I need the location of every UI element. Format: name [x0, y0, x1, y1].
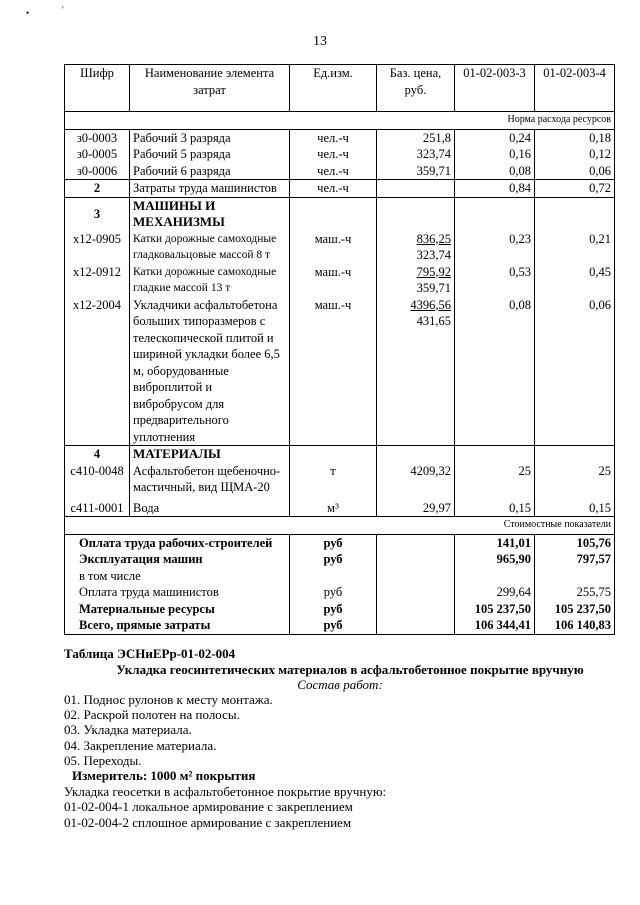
row-name-line: шириной укладки более 6,5	[133, 347, 280, 361]
group-title-line: МАШИНЫ И	[133, 197, 216, 213]
row-name: Рабочий 3 разряда	[130, 129, 290, 146]
machinists-value-col4: 0,72	[535, 180, 615, 198]
row-value-col3: 25	[455, 463, 535, 496]
summary-row	[65, 568, 615, 585]
row-unit: чел.-ч	[290, 163, 377, 180]
row-unit: чел.-ч	[290, 129, 377, 146]
table-header-row	[65, 65, 615, 112]
summary-row	[65, 534, 615, 551]
meter-unit: Измеритель: 1000 м² покрытия	[72, 768, 256, 783]
row-value-col4: 0,45	[535, 264, 615, 297]
machinists-name: Затраты труда машинистов	[130, 180, 290, 198]
row-value-col4: 0,06	[535, 297, 615, 446]
row-price-labor: 359,71	[416, 281, 451, 295]
table-row	[65, 129, 615, 146]
row-code: с410-0048	[65, 463, 130, 496]
summary-unit: руб	[290, 534, 377, 551]
work-steps-list	[64, 692, 273, 768]
row-value-col4: 0,06	[535, 163, 615, 180]
summary-name: Оплата труда рабочих-строителей	[65, 534, 290, 551]
row-name-line: вибробрусом для	[133, 396, 225, 411]
summary-value-col4: 797,57	[535, 551, 615, 568]
row-name-line: Асфальтобетон щебеночно-	[133, 463, 281, 478]
row-unit: чел.-ч	[290, 146, 377, 163]
row-name-line: виброплитой и	[133, 380, 213, 394]
summary-value-col4: 105 237,50	[535, 601, 615, 618]
variant-line: 01-02-004-2 сплошное армирование с закреплением	[64, 814, 352, 830]
row-unit: маш.-ч	[290, 264, 377, 297]
work-step: 01. Поднос рулонов к месту монтажа.	[64, 692, 273, 707]
table-row	[65, 463, 615, 496]
row-name-line: м, оборудованные	[133, 363, 229, 378]
summary-name: Материальные ресурсы	[65, 601, 290, 618]
row-name	[130, 231, 290, 264]
summary-unit: руб	[290, 601, 377, 618]
row-name-line: Катки дорожные самоходные	[133, 232, 277, 245]
machinists-value-col3: 0,84	[455, 180, 535, 198]
header-col4: 01-02-003-4	[535, 65, 615, 112]
row-value-col3: 0,08	[455, 297, 535, 446]
work-step: 03. Укладка материала.	[64, 722, 192, 738]
row-name-line: Катки дорожные самоходные	[133, 265, 277, 278]
table-row	[65, 163, 615, 180]
variant-line: Укладка геосетки в асфальтобетонное покрытие вручную:	[64, 784, 387, 799]
row-value-col3: 0,15	[455, 496, 535, 517]
header-unit: Ед.изм.	[290, 65, 377, 112]
group-title: МАТЕРИАЛЫ	[130, 446, 290, 463]
summary-unit: руб	[290, 584, 377, 601]
row-code: х12-0912	[65, 264, 130, 297]
summary-row	[65, 551, 615, 568]
row-price-main: 4396,56	[410, 297, 451, 312]
row-price: 359,71	[377, 163, 455, 180]
row-price-labor: 323,74	[416, 248, 451, 262]
section-norm-label: Норма расхода ресурсов	[65, 112, 615, 130]
row-value-col4: 0,12	[535, 146, 615, 163]
header-name: Наименование элемента затрат	[130, 65, 290, 112]
summary-row	[65, 584, 615, 601]
row-name-line: предварительного	[133, 413, 229, 427]
group-row-machines	[65, 197, 615, 231]
row-value-col3: 0,23	[455, 231, 535, 264]
group-title	[130, 197, 290, 231]
scan-tick-mark: '	[62, 5, 64, 15]
row-name-line: Укладчики асфальтобетона	[133, 297, 278, 312]
summary-value-col3: 965,90	[455, 551, 535, 568]
summary-value-col4: 106 140,83	[535, 617, 615, 634]
row-value-col3: 0,53	[455, 264, 535, 297]
machinists-code: 2	[65, 180, 130, 198]
summary-row	[65, 617, 615, 634]
row-name	[130, 264, 290, 297]
variant-line: 01-02-004-1 локальное армирование с закреплением	[64, 799, 353, 815]
machinists-unit: чел.-ч	[290, 180, 377, 198]
row-name-line: телескопической плитой и	[133, 330, 274, 345]
page-number: 13	[313, 34, 327, 49]
row-name: Вода	[130, 496, 290, 517]
resource-norm-table	[64, 64, 615, 635]
section-cost-label: Стоимостные показатели	[65, 517, 615, 535]
row-name-line: мастичный, вид ЩМА-20	[133, 480, 270, 494]
row-value-col3: 0,16	[455, 146, 535, 163]
row-price: 4209,32	[377, 463, 455, 496]
row-price	[377, 264, 455, 297]
row-price-main: 795,92	[416, 264, 451, 279]
row-value-col4: 25	[535, 463, 615, 496]
row-code: з0-0006	[65, 163, 130, 180]
summary-value-col4: 255,75	[535, 584, 615, 601]
section-norm-row	[65, 112, 615, 130]
row-code: з0-0003	[65, 129, 130, 146]
row-name-line: гладковальцовые массой 8 т	[133, 249, 271, 261]
composition-label: Состав работ:	[297, 677, 383, 692]
row-price: 29,97	[377, 496, 455, 517]
row-name	[130, 463, 290, 496]
work-step: 02. Раскрой полотен на полосы.	[64, 707, 240, 723]
row-name-line: уплотнения	[133, 429, 196, 444]
header-col3: 01-02-003-3	[455, 65, 535, 112]
summary-value-col3: 141,01	[455, 534, 535, 551]
work-step: 04. Закрепление материала.	[64, 737, 217, 753]
table-subtitle: Укладка геосинтетических материалов в асфальтобетонное покрытие вручную	[116, 662, 584, 677]
row-name-line: гладкие массой 13 т	[133, 282, 231, 294]
row-code: з0-0005	[65, 146, 130, 163]
table-row	[65, 146, 615, 163]
row-unit: т	[290, 463, 377, 496]
section-cost-row	[65, 517, 615, 535]
table-row	[65, 231, 615, 264]
row-unit: маш.-ч	[290, 297, 377, 446]
summary-name: Оплата труда машинистов	[65, 584, 290, 601]
row-price-labor: 431,65	[416, 314, 451, 328]
summary-value-col3: 105 237,50	[455, 601, 535, 618]
row-value-col4: 0,18	[535, 129, 615, 146]
summary-name: в том числе	[65, 568, 290, 585]
summary-value-col3: 106 344,41	[455, 617, 535, 634]
row-value-col4: 0,15	[535, 496, 615, 517]
row-unit: м³	[290, 496, 377, 517]
variants-list	[64, 784, 386, 830]
row-value-col3: 0,08	[455, 163, 535, 180]
row-price	[377, 231, 455, 264]
row-code: с411-0001	[65, 496, 130, 517]
summary-row	[65, 601, 615, 618]
row-name-line: больших типоразмеров с	[133, 314, 266, 328]
table-row	[65, 297, 615, 446]
row-price: 323,74	[377, 146, 455, 163]
summary-value-col4: 105,76	[535, 534, 615, 551]
group-code: 4	[65, 446, 130, 463]
group-row-materials	[65, 446, 615, 463]
row-value-col4: 0,21	[535, 231, 615, 264]
row-code: х12-2004	[65, 297, 130, 446]
header-code: Шифр	[65, 65, 130, 112]
table-row	[65, 264, 615, 297]
row-price	[377, 297, 455, 446]
row-value-col3: 0,24	[455, 129, 535, 146]
summary-name: Эксплуатация машин	[65, 551, 290, 568]
work-step: 05. Переходы.	[64, 752, 142, 768]
scan-dot-mark: •	[26, 8, 30, 18]
row-name	[130, 297, 290, 446]
row-name: Рабочий 5 разряда	[130, 146, 290, 163]
header-price: Баз. цена, руб.	[377, 65, 455, 112]
group-title-line: МЕХАНИЗМЫ	[133, 214, 225, 229]
summary-unit: руб	[290, 551, 377, 568]
row-unit: маш.-ч	[290, 231, 377, 264]
row-code: х12-0905	[65, 231, 130, 264]
summary-unit: руб	[290, 617, 377, 634]
row-price-main: 836,25	[416, 231, 451, 246]
summary-value-col3: 299,64	[455, 584, 535, 601]
group-code: 3	[65, 197, 130, 231]
table-title: Таблица ЭСНиЕРр-01-02-004	[64, 646, 236, 661]
machinists-row	[65, 180, 615, 198]
row-price: 251,8	[377, 129, 455, 146]
machinists-price	[377, 180, 455, 198]
row-name: Рабочий 6 разряда	[130, 163, 290, 180]
summary-name: Всего, прямые затраты	[65, 617, 290, 634]
table-row	[65, 496, 615, 517]
